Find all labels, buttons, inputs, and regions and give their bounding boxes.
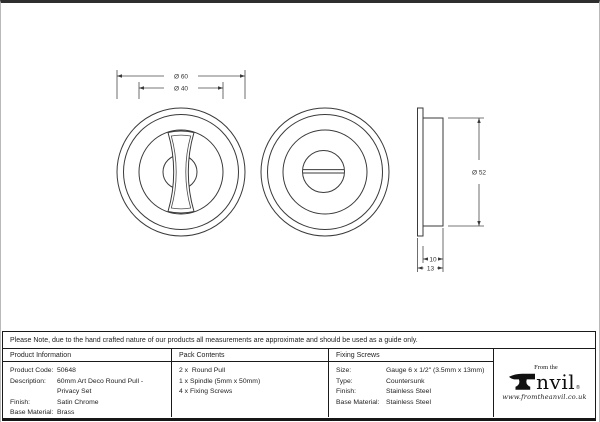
coin-slot: [303, 151, 345, 193]
dim-label-outer: Ø 60: [173, 73, 189, 81]
pack-contents-header: Pack Contents: [172, 349, 328, 362]
thumbturn-knob: [168, 131, 194, 213]
fixing-screws-header: Fixing Screws: [329, 349, 493, 362]
screw-type-label: Type:: [336, 377, 353, 385]
brand-cell: [494, 349, 595, 417]
dim-label-body-diameter: Ø 52: [471, 169, 487, 177]
product-code-label: Product Code:: [10, 367, 54, 374]
dimension-recess-diameter: [139, 82, 223, 99]
base-material-label: Base Material:: [10, 409, 54, 417]
dimension-outer-diameter: [117, 70, 245, 99]
base-material-row: [10, 408, 166, 417]
product-information-header: Product Information: [3, 349, 171, 362]
product-code-value: 50648: [57, 367, 76, 374]
finish-value: Satin Chrome: [57, 398, 99, 406]
screw-material-value: Stainless Steel: [386, 398, 431, 406]
pack-contents-section: [172, 349, 329, 417]
front-view-release: [261, 108, 389, 236]
pack-item: 4 x Fixing Screws: [179, 388, 233, 396]
screw-finish-label: Finish:: [336, 388, 357, 396]
registered-mark-icon: ®: [576, 384, 580, 391]
screw-size-value: Gauge 6 x 1/2" (3.5mm x 13mm): [386, 367, 485, 374]
product-code-row: [10, 366, 166, 377]
description-label: Description:: [10, 377, 46, 385]
screw-finish-row: [336, 387, 488, 398]
logo-brand-text: nvil: [536, 369, 576, 394]
dim-label-recess: Ø 40: [173, 85, 189, 93]
base-material-value: Brass: [57, 409, 75, 417]
logo-website: www.fromtheanvil.co.uk: [502, 392, 587, 401]
dim-label-depth: 10: [429, 256, 437, 264]
side-view: [418, 108, 444, 236]
screw-material-label: Base Material:: [336, 398, 380, 406]
from-the-anvil-logo: [502, 363, 587, 401]
dimension-body-diameter: [448, 118, 486, 226]
anvil-icon: [509, 372, 535, 392]
dimension-depth: [418, 228, 444, 272]
dim-label-total-depth: 13: [426, 265, 435, 273]
pack-item: 2 x Round Pull: [179, 367, 226, 374]
note-text: Please Note, due to the hand crafted nature of our products all measurements are approximate and should be used as a guide only.: [10, 336, 418, 344]
screw-size-row: [336, 366, 488, 377]
screw-material-row: [336, 398, 488, 409]
screw-size-label: Size:: [336, 367, 352, 374]
description-value: 60mm Art Deco Round Pull - Privacy Set: [57, 377, 144, 396]
screw-type-value: Countersunk: [386, 377, 425, 385]
product-information-section: [3, 349, 172, 417]
fixing-screws-section: [329, 349, 494, 417]
pack-item: 1 x Spindle (5mm x 50mm): [179, 377, 261, 385]
spec-table: [2, 331, 596, 421]
finish-row: [10, 398, 166, 409]
screw-finish-value: Stainless Steel: [386, 388, 431, 396]
note-row: [3, 332, 595, 349]
description-row: [10, 377, 166, 398]
finish-label: Finish:: [10, 398, 31, 406]
front-view-thumbturn: [117, 108, 245, 236]
screw-type-row: [336, 377, 488, 388]
logo-prefix: From the: [534, 363, 558, 371]
